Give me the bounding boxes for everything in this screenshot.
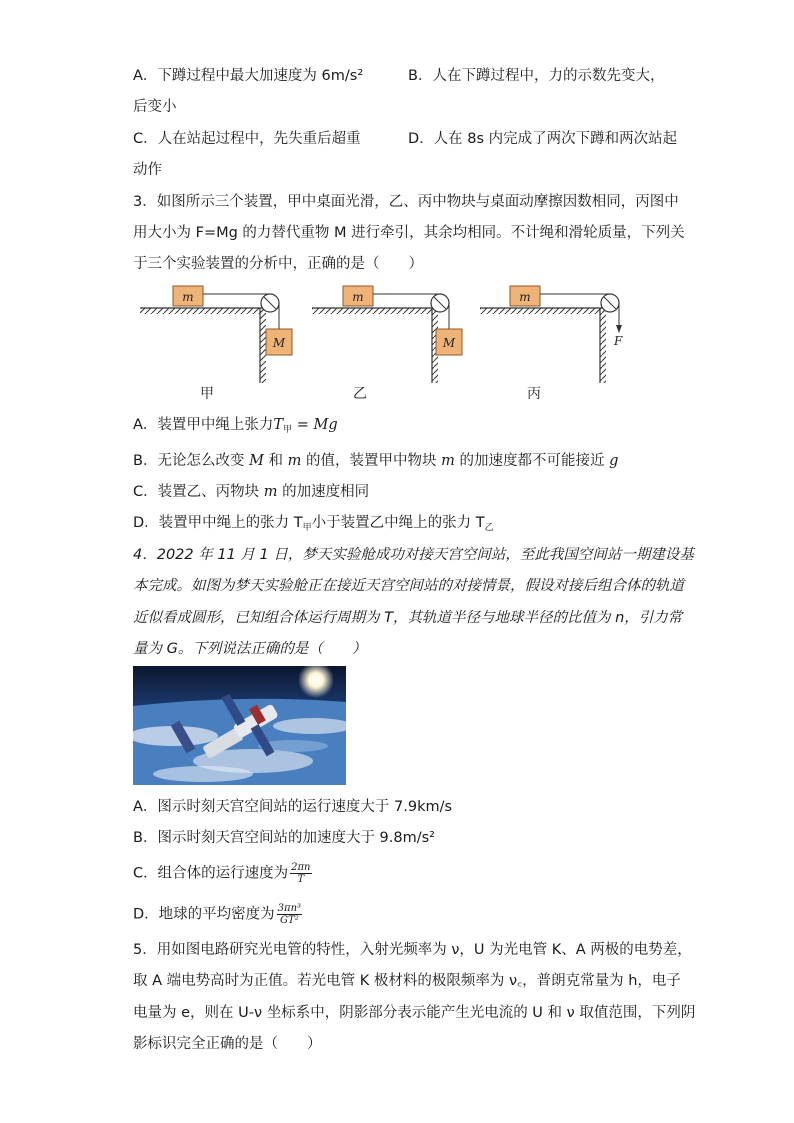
q4-option-b: B．图示时刻天宫空间站的加速度大于 9.8m/s² — [133, 830, 435, 846]
q4-option-c-numerator: 2πn — [291, 862, 311, 873]
block-M-jia-label: M — [272, 336, 286, 350]
q3-option-b — [133, 451, 618, 471]
q4-option-d-fraction — [277, 903, 302, 926]
q4-option-c-text: C．组合体的运行速度为 — [133, 865, 289, 882]
block-m-yi-label: m — [352, 290, 364, 304]
q3-option-b-part2: 和 — [263, 453, 288, 469]
space-station-photo — [133, 666, 346, 785]
q3-option-a-T: T — [273, 417, 284, 433]
q4-option-d — [133, 903, 302, 926]
apparatus-yi — [312, 286, 462, 383]
q3-option-a-text: A．装置甲中绳上张力 — [133, 417, 274, 433]
q3-option-a — [133, 415, 338, 440]
force-F-label: F — [614, 334, 623, 348]
q4-stem-line1: 4．2022 年 11 月 1 日，梦天实验舱成功对接天宫空间站，至此我国空间站一期建设基 — [133, 547, 694, 563]
q2-option-b-line2: 后变小 — [133, 99, 177, 115]
q3-option-b-g: g — [609, 453, 619, 469]
fig-label-bing: 丙 — [527, 386, 541, 402]
block-m-jia-label: m — [182, 290, 194, 304]
q3-option-c-m: m — [263, 484, 278, 500]
q5-stem-line4: 影标识完全正确的是（ ） — [133, 1036, 322, 1052]
q3-option-b-m2: m — [441, 453, 455, 469]
q4-option-d-numerator: 3πn³ — [277, 903, 302, 914]
q2-option-d-line2: 动作 — [133, 162, 162, 178]
block-m-bing-label: m — [519, 290, 531, 304]
q3-option-b-part3: 的值，装置甲中物块 — [301, 453, 442, 469]
q3-stem-line1: 3．如图所示三个装置，甲中桌面光滑，乙、丙中物块与桌面动摩擦因数相同，丙图中 — [133, 194, 679, 210]
q2-option-b-line1: B．人在下蹲过程中，力的示数先变大， — [408, 68, 665, 84]
q3-option-d-part2: 小于装置乙中绳上的张力 T — [311, 515, 485, 531]
q3-option-d-sub1: 甲 — [302, 523, 312, 533]
q2-option-c: C．人在站起过程中，先失重后超重 — [133, 131, 361, 147]
q4-option-c-fraction — [290, 862, 311, 885]
q3-stem-line3: 于三个实验装置的分析中，正确的是（ ） — [133, 256, 423, 272]
q4-option-d-text: D．地球的平均密度为 — [133, 906, 275, 923]
block-M-yi-label: M — [442, 336, 456, 350]
q5-stem-line3: 电量为 e，则在 U-ν 坐标系中，阴影部分表示能产生光电流的 U 和 ν 取值范围，下列阴 — [133, 1005, 696, 1021]
q3-option-b-M: M — [249, 453, 264, 469]
q3-option-c-part1: C．装置乙、丙物块 — [133, 484, 264, 500]
q3-option-d-part1: D．装置甲中绳上的张力 T — [133, 515, 303, 531]
q2-option-d-line1: D．人在 8s 内完成了两次下蹲和两次站起 — [408, 131, 678, 147]
q3-option-d — [133, 513, 494, 538]
q2-option-a: A．下蹲过程中最大加速度为 6m/s² — [133, 68, 364, 84]
fig-label-yi: 乙 — [353, 386, 367, 402]
q4-option-a: A．图示时刻天宫空间站的运行速度大于 7.9km/s — [133, 799, 453, 815]
apparatus-jia — [140, 286, 292, 383]
q4-stem-line3: 近似看成圆形，已知组合体运行周期为 T，其轨道半径与地球半径的比值为 n，引力常 — [133, 610, 683, 626]
q3-option-c — [133, 482, 369, 502]
apparatus-bing — [480, 286, 623, 383]
q4-option-c — [133, 862, 312, 885]
q3-option-d-sub2: 乙 — [484, 523, 494, 533]
q3-option-a-sub: 甲 — [283, 425, 293, 435]
q4-stem-line2: 本完成。如图为梦天实验舱正在接近天宫空间站的对接情景，假设对接后组合体的轨道 — [133, 578, 684, 594]
q3-stem-line2: 用大小为 F=Mg 的力替代重物 M 进行牵引，其余均相同。不计绳和滑轮质量，下列关 — [133, 225, 685, 241]
q3-option-b-m: m — [287, 453, 302, 469]
q4-option-c-denominator: T — [297, 874, 305, 885]
q5-stem-line2: 取 A 端电势高时为正值。若光电管 K 极材料的极限频率为 ν꜀，普朗克常量为 h，电子 — [133, 973, 681, 989]
q3-option-b-part4: 的加速度都不可能接近 — [454, 453, 610, 469]
q5-stem-line1: 5．用如图电路研究光电管的特性，入射光频率为 ν，U 为光电管 K、A 两极的电势差， — [133, 942, 692, 958]
fig-label-jia: 甲 — [200, 386, 214, 402]
q4-stem-line4: 量为 G。下列说法正确的是（ ） — [133, 641, 367, 657]
q3-option-c-part2: 的加速度相同 — [277, 484, 370, 500]
q3-option-b-part1: B．无论怎么改变 — [133, 453, 250, 469]
q3-apparatus-figure — [140, 283, 640, 383]
q4-option-d-denominator: GT² — [280, 915, 299, 926]
q3-option-a-eq: = Mg — [292, 417, 338, 433]
